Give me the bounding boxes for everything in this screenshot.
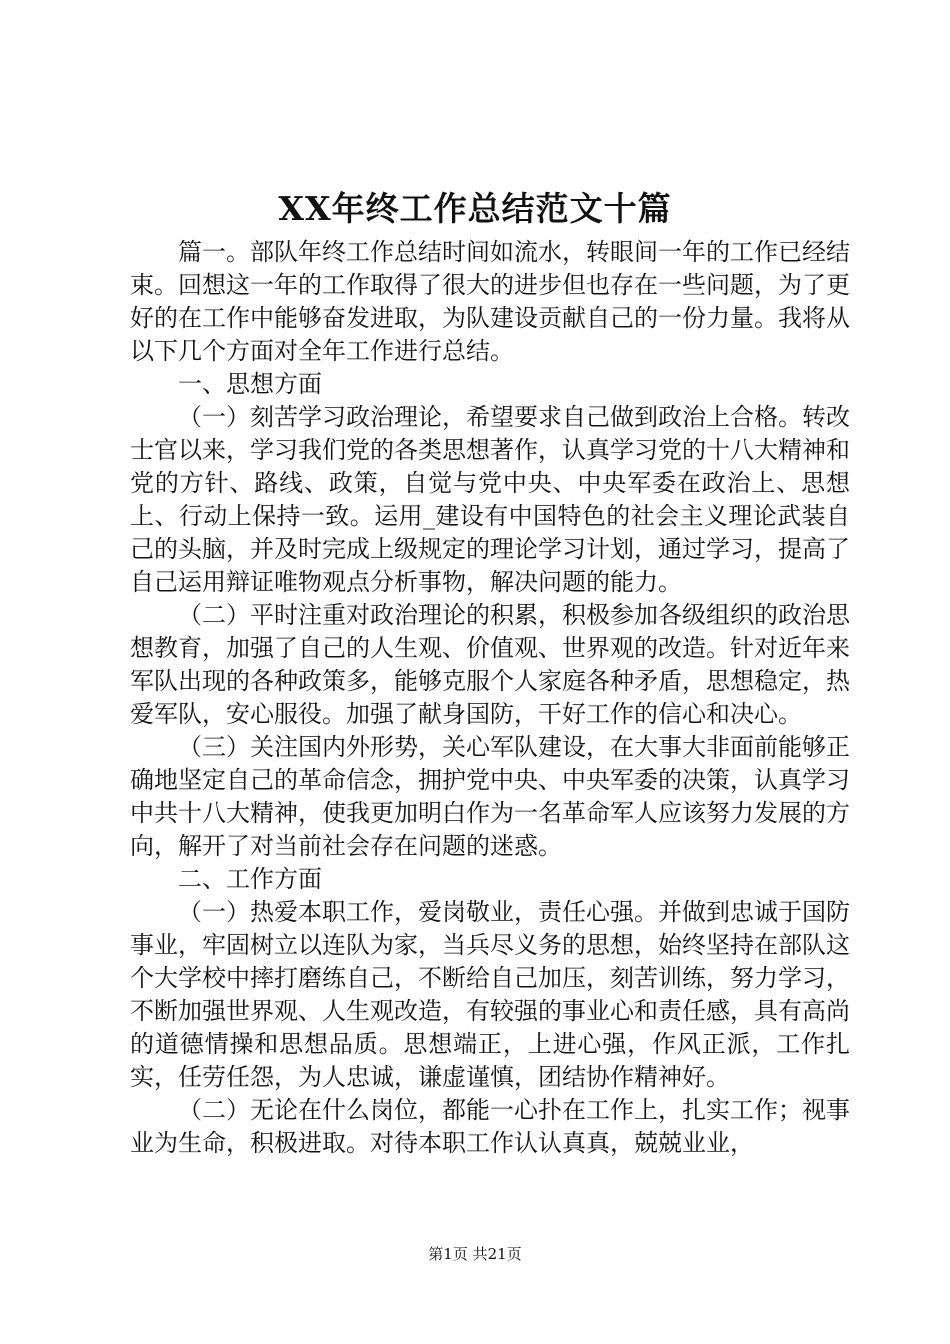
paragraph-thought-3: （三）关注国内外形势，关心军队建设，在大事大非面前能够正确地坚定自己的革命信念，拥护党中央、中央军委的决策，认真学习中共十八大精神，使我更加明白作为一名革命军人应该努力发展的方向，解开了对当前社会存在问题的迷惑。 (130, 733, 850, 860)
paragraph-work-2: （二）无论在什么岗位，都能一心扑在工作上，扎实工作；视事业为生命，积极进取。对待本职工作认认真真，兢兢业业， (130, 1096, 850, 1157)
document-body (130, 236, 850, 1160)
section-heading-thought: 一、思想方面 (178, 370, 322, 398)
page-footer: 第1页 共21页 (428, 1245, 522, 1263)
paragraph-work-1: （一）热爱本职工作，爱岗敬业，责任心强。并做到忠诚于国防事业，牢固树立以连队为家，当兵尽义务的思想，始终坚持在部队这个大学校中摔打磨练自己，不断给自己加压，刻苦训练，努力学习，不断加强世界观、人生观改造，有较强的事业心和责任感，具有高尚的道德情操和思想品质。思想端正，上进心强，作风正派，工作扎实，任劳任怨，为人忠诚，谦虚谨慎，团结协作精神好。 (130, 898, 850, 1091)
paragraph-thought-2: （二）平时注重对政治理论的积累，积极参加各级组织的政治思想教育，加强了自己的人生观、价值观、世界观的改造。针对近年来军队出现的各种政策多，能够克服个人家庭各种矛盾，思想稳定，热爱军队，安心服役。加强了献身国防，干好工作的信心和决心。 (130, 601, 850, 728)
paragraph-thought-1: （一）刻苦学习政治理论，希望要求自己做到政治上合格。转改士官以来，学习我们党的各类思想著作，认真学习党的十八大精神和党的方针、路线、政策，自觉与党中央、中央军委在政治上、思想上、行动上保持一致。运用_建设有中国特色的社会主义理论武装自己的头脑，并及时完成上级规定的理论学习计划，通过学习，提高了自己运用辩证唯物观点分析事物，解决问题的能力。 (130, 403, 850, 596)
paragraph-intro: 篇一。部队年终工作总结时间如流水，转眼间一年的工作已经结束。回想这一年的工作取得了很大的进步但也存在一些问题，为了更好的在工作中能够奋发进取，为队建设贡献自己的一份力量。我将从以下几个方面对全年工作进行总结。 (130, 238, 850, 365)
document-title: XX年终工作总结范文十篇 (278, 189, 672, 228)
section-heading-work: 二、工作方面 (178, 865, 322, 893)
